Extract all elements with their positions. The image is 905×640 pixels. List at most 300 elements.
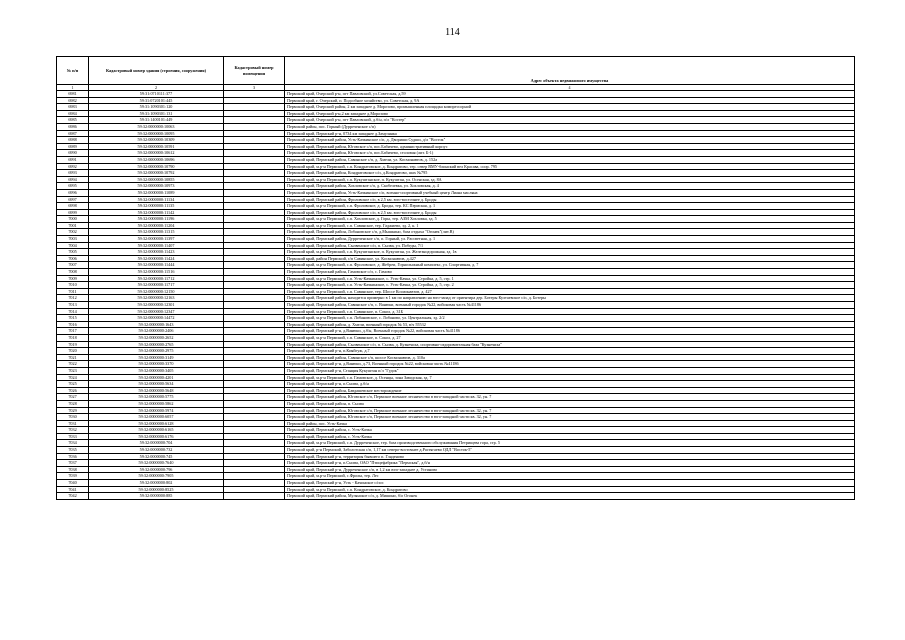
table-row [57,262,855,269]
column-index: 3 [224,85,285,91]
table-row [57,420,855,427]
property-address: Пермский край, Пермский район, Бавдашевское месторождение [285,387,855,394]
table-row [57,123,855,130]
table-row [57,222,855,229]
cadastral-building-number: 59:32:0000000:11444 [89,262,224,269]
header-num: № п/п [57,57,89,85]
cadastral-premises-number [224,486,285,493]
property-address: Пермский край, Пермский район, с. Усть-Качка [285,433,855,440]
cadastral-building-number: 59:32:0000000:745 [89,453,224,460]
property-address: Пермский край, Пермский район, д. Хмели, военный городок № 53, в/ч 55532 [285,321,855,328]
cadastral-premises-number [224,315,285,322]
property-address: Пермский край, м.р-н Пермский, с.п. Кондратовское, д. Кондратово, тер. север ВМУ-блинский вел Красава, соор. 795 [285,163,855,170]
row-number: 7027 [57,394,89,401]
cadastral-building-number: 59:32:0000000:11712 [89,275,224,282]
table-row [57,216,855,223]
cadastral-building-number: 59:32:0000000:11397 [89,236,224,243]
table-row [57,143,855,150]
row-number: 7033 [57,433,89,440]
table-row [57,308,855,315]
row-number: 7004 [57,242,89,249]
row-number: 7028 [57,400,89,407]
row-number: 7036 [57,453,89,460]
cadastral-building-number: 59:32:0000000:11196 [89,216,224,223]
cadastral-building-number: 59:32:0000000:11407 [89,242,224,249]
table-row [57,440,855,447]
cadastral-premises-number [224,110,285,117]
column-index: 4 [285,85,855,91]
table-row [57,110,855,117]
table-row [57,249,855,256]
cadastral-building-number: 59:32:0000000:2765 [89,341,224,348]
column-index: 2 [89,85,224,91]
row-number: 6992 [57,163,89,170]
property-address: Пермский край, м.р-н Пермский, с.п. Дурреченское, тер. база производственного обслуживания Петрищева гора, стр. 5 [285,440,855,447]
row-number: 6985 [57,117,89,124]
cadastral-premises-number [224,137,285,144]
cadastral-building-number: 59:32:0000000:6128 [89,420,224,427]
row-number: 6987 [57,130,89,137]
property-address: Пермский край, Пермский р-н, п.Сылва, ОАО "Птицефабрика "Пермская", д.б/н [285,460,855,467]
cadastral-premises-number [224,229,285,236]
cadastral-premises-number [224,255,285,262]
row-number: 7026 [57,387,89,394]
table-row [57,341,855,348]
table-row [57,183,855,190]
cadastral-premises-number [224,447,285,454]
table-row [57,374,855,381]
table-row [57,361,855,368]
row-number: 7035 [57,447,89,454]
cadastral-premises-number [224,143,285,150]
row-number: 7024 [57,374,89,381]
table-row [57,255,855,262]
table-row [57,394,855,401]
row-number: 6990 [57,150,89,157]
property-address: Пермский край, Пермский р-н, Усть - Качинское с/пос [285,480,855,487]
cadastral-building-number: 59:32:0000000:10095 [89,130,224,137]
cadastral-premises-number [224,209,285,216]
cadastral-building-number: 59:32:0000000:6057 [89,414,224,421]
cadastral-premises-number [224,433,285,440]
property-address: Пермский край, Очерский р-н, пгт Павловский, д.б/н, п/л "Костер" [285,117,855,124]
row-number: 7002 [57,229,89,236]
table-row [57,460,855,467]
row-number: 6981 [57,91,89,98]
table-row [57,170,855,177]
table-row [57,315,855,322]
row-number: 7025 [57,381,89,388]
cadastral-premises-number [224,262,285,269]
cadastral-building-number: 59:32:0000000:10696 [89,156,224,163]
row-number: 7031 [57,420,89,427]
cadastral-premises-number [224,308,285,315]
row-number: 7010 [57,282,89,289]
cadastral-premises-number [224,480,285,487]
header-cadastral-building: Кадастровый номер здания (строения, сооружения) [89,57,224,85]
row-number: 6982 [57,97,89,104]
cadastral-building-number: 59:32:0000000:5974 [89,407,224,414]
cadastral-premises-number [224,407,285,414]
table-row [57,427,855,434]
cadastral-building-number: 59:32:0000000:1643 [89,321,224,328]
cadastral-building-number: 59:31:1090301:120 [89,104,224,111]
cadastral-building-number: 59:31:1400101:449 [89,117,224,124]
table-row [57,130,855,137]
property-address: Пермский край, Пермский район, Сылвенское с/п, п. Сылва, д. Кузнечиха, спортивно-оздоровительная база "Кузнечиха" [285,341,855,348]
cadastral-building-number: 59:32:0000000:11142 [89,209,224,216]
table-row [57,189,855,196]
cadastral-premises-number [224,163,285,170]
cadastral-premises-number [224,302,285,309]
cadastral-premises-number [224,156,285,163]
table-row [57,236,855,243]
cadastral-building-number: 59:32:0000000:12163 [89,295,224,302]
cadastral-premises-number [224,130,285,137]
cadastral-premises-number [224,288,285,295]
cadastral-premises-number [224,414,285,421]
property-address: Пермский край, Пермский район, Юговское с/п, Пермское военное лесничество в юго-западной части кв. 32, ун. 7 [285,394,855,401]
row-number: 6995 [57,183,89,190]
property-address: Пермский край, Пермский р-н, 0734 км западнее д.Замулянка [285,130,855,137]
row-number: 7021 [57,354,89,361]
table-row [57,321,855,328]
property-address: Пермский край, Пермский район, Хохловское с/п, д. Скобелевка, ул. Хохловская, д. 4 [285,183,855,190]
table-row [57,328,855,335]
property-address: Пермский край, м.р-н Пермский, с.п. Савинское, п. Сокол, д. 27 [285,334,855,341]
cadastral-premises-number [224,466,285,473]
row-number: 7022 [57,361,89,368]
cadastral-building-number: 59:32:0000000:10855 [89,176,224,183]
row-number: 6994 [57,176,89,183]
cadastral-premises-number [224,381,285,388]
table-row [57,117,855,124]
property-address: Пермский край, м.р-н Пермский, с.Фролы, тер. Лес [285,473,855,480]
property-address: Пермский край, Пермский р-н, п.Кияйгуж, д.7 [285,348,855,355]
cadastral-building-number: 59:32:0000000:10612 [89,150,224,157]
cadastral-premises-number [224,117,285,124]
property-address: Пермский край, м.р-н Пермский, с.п. Кукуштанское, п. Кукуштан, ул. Железнодорожная, зд. 1в [285,249,855,256]
property-address: Пермский край, район Пермский, с/п Савинское, ул. Космонавтов, д.427 [285,255,855,262]
cadastral-premises-number [224,341,285,348]
cadastral-building-number: 59:32:0000000:5862 [89,400,224,407]
table-row [57,156,855,163]
property-address: Пермский край, Пермский район, Дурреченское с/п, п. Горный, ул. Рассветная, д. 1 [285,236,855,243]
property-address: Пермский район, пос. Горный (Дурреченское с/п) [285,123,855,130]
cadastral-building-number: 59:32:0000000:11315 [89,229,224,236]
cadastral-building-number: 59:32:0000000:12301 [89,302,224,309]
row-number: 7009 [57,275,89,282]
property-address: Пермский край, м.р-н Пермский, с.п. Савинское, тер. Шоссе Космонавтов, д. 427 [285,288,855,295]
cadastral-premises-number [224,176,285,183]
property-address: Пермский край, Очерский район, 2 км западнее д. Морозово, промышленная площадка компрессорной [285,104,855,111]
row-number: 7018 [57,334,89,341]
property-address: Пермский край, м.р-н Пермский, с.п. Усть-Качкинское, с. Усть-Качка, ул. Стройка, д. 5, стр. 2 [285,282,855,289]
cadastral-building-number: 59:31:0720101:445 [89,97,224,104]
cadastral-building-number: 59:32:0000000:4201 [89,374,224,381]
table-row [57,466,855,473]
row-number: 7029 [57,407,89,414]
cadastral-premises-number [224,367,285,374]
cadastral-building-number: 59:32:0000000:10790 [89,163,224,170]
table-row [57,275,855,282]
table-row [57,196,855,203]
cadastral-premises-number [224,361,285,368]
cadastral-building-number: 59:32:0000000:12347 [89,308,224,315]
row-number: 7030 [57,414,89,421]
cadastral-premises-number [224,196,285,203]
cadastral-building-number: 59:32:0000000:11089 [89,189,224,196]
cadastral-premises-number [224,400,285,407]
cadastral-building-number: 59:32:0000000:10973 [89,183,224,190]
cadastral-premises-number [224,275,285,282]
cadastral-building-number: 59:32:0000000:11135 [89,203,224,210]
cadastral-premises-number [224,440,285,447]
row-number: 7038 [57,466,89,473]
table-row [57,400,855,407]
cadastral-premises-number [224,242,285,249]
page-number: 114 [445,27,460,38]
cadastral-premises-number [224,104,285,111]
row-number: 7011 [57,288,89,295]
table-row [57,209,855,216]
table-row [57,163,855,170]
row-number: 6983 [57,104,89,111]
cadastral-premises-number [224,269,285,276]
row-number: 6988 [57,137,89,144]
property-address: Пермский край, Пермский район, Гамовское с/п, с. Гамово [285,269,855,276]
cadastral-premises-number [224,249,285,256]
cadastral-premises-number [224,387,285,394]
cadastral-premises-number [224,334,285,341]
cadastral-building-number: 59:32:0000000:5634 [89,381,224,388]
property-address: Пермский край, р-н Пермский, Заболотская с/п, 1,17 км северо-восточнее д.Растягаево ОДЛ "Восток-5" [285,447,855,454]
table-row [57,203,855,210]
property-address: Пермский край, Пермский район, Кондратовское с/п, д.Кондратово, шах №795 [285,170,855,177]
property-address: Пермский край, Пермский район, Юговское с/п, Пермское военное лесничество в юго-западной части кв. 32, ун. 7 [285,414,855,421]
property-address: Пермский край, м.р-н Пермский, с.п. Хохловское, д. Горы, тер. АЗМ Хохловка, зд. 5 [285,216,855,223]
cadastral-premises-number [224,150,285,157]
cadastral-premises-number [224,394,285,401]
row-number: 7001 [57,222,89,229]
row-number: 6991 [57,156,89,163]
table-row [57,269,855,276]
cadastral-building-number: 59:32:0000000:2975 [89,348,224,355]
table-row [57,493,855,500]
cadastral-building-number: 59:32:0000000:3405 [89,367,224,374]
row-number: 7006 [57,255,89,262]
cadastral-building-number: 59:32:0000000:6176 [89,433,224,440]
property-address: Пермский край, м.р-н Пермский, с.п. Усть-Качкинское, с. Усть-Качка, ул. Стройка, д. 5, стр. 1 [285,275,855,282]
property-address: Пермский край, м.р-н Пермский, с.п. Савинское, п. Сокол, д. 31Б [285,308,855,315]
cadastral-premises-number [224,453,285,460]
cadastral-premises-number [224,473,285,480]
cadastral-building-number: 59:32:0000000:8525 [89,486,224,493]
table-header-row [57,57,855,85]
table-row [57,367,855,374]
table-row [57,295,855,302]
property-address: Пермский край, Очерский р-н, пгт Павловский, ул.Советская, д.59 [285,91,855,98]
row-number: 6993 [57,170,89,177]
row-number: 7019 [57,341,89,348]
cadastral-premises-number [224,295,285,302]
table-row [57,176,855,183]
table-row [57,381,855,388]
property-address: Пермский край, Пермский район, Савинское с/п, с. Ванюки, военный городок №22, войсковая часть №41186 [285,302,855,309]
property-address: Пермский край, м.р-н Пермский, с.п. Кукуштанское, п. Кукуштан, ул. Осенская, зд. 8А [285,176,855,183]
cadastral-building-number: 59:32:0000000:6165 [89,427,224,434]
cadastral-premises-number [224,97,285,104]
cadastral-premises-number [224,493,285,500]
table-row [57,302,855,309]
property-address: Пермский край, Пермский район, Савинское с/п, шоссе Космонавтов, д. 310а [285,354,855,361]
row-number: 7008 [57,269,89,276]
cadastral-building-number: 59:32:0000000:10309 [89,137,224,144]
row-number: 6989 [57,143,89,150]
table-row [57,288,855,295]
property-address: Пермский край, м.р-н Пермский, с.п. Фроловское, д. Жебреи, Горнолыжный комплекс, ул. Спортивная, д. 7 [285,262,855,269]
cadastral-premises-number [224,203,285,210]
property-address: Пермский край, м.р-н Пермский, с.п. Кондратовское, д. Кондратово [285,486,855,493]
table-row [57,104,855,111]
table-row [57,97,855,104]
table-row [57,348,855,355]
cadastral-building-number: 59:32:0000000:3149 [89,354,224,361]
cadastral-building-number: 59:32:0000000:10063 [89,123,224,130]
table-row [57,150,855,157]
property-address: Пермский край, Пермский район, Фроловское с/п, в 2,5 км. юго-восточнее д. Броды [285,209,855,216]
cadastral-building-number: 59:32:0000000:11134 [89,196,224,203]
cadastral-building-number: 59:32:0000000:2652 [89,334,224,341]
row-number: 6986 [57,123,89,130]
property-address: Пермский край, Пермский р-н, д.Ванюки, д.73, Военный городок №22, войсковая часть №41186 [285,361,855,368]
cadastral-building-number: 59:32:0000000:5648 [89,387,224,394]
row-number: 7005 [57,249,89,256]
cadastral-building-number: 59:32:0000000:10591 [89,143,224,150]
table-row [57,137,855,144]
cadastral-premises-number [224,354,285,361]
cadastral-premises-number [224,460,285,467]
cadastral-building-number: 59:32:0000000:12150 [89,288,224,295]
cadastral-premises-number [224,170,285,177]
cadastral-premises-number [224,189,285,196]
property-address: Пермский край, Пермский район, находится примерно в 1 км по направлению на юго-запад от ориентира дер. Ботеры Култаевское с/п, д. Ботеры [285,295,855,302]
cadastral-building-number: 59:32:0000000:704 [89,440,224,447]
cadastral-building-number: 59:32:0000000:11204 [89,222,224,229]
table-row [57,414,855,421]
cadastral-premises-number [224,183,285,190]
cadastral-building-number: 59:31:0710111:377 [89,91,224,98]
property-address: Пермский край, Пермский район, Савинское с/п, д. Хмели, ул. Космонавтов, д. 152а [285,156,855,163]
cadastral-premises-number [224,236,285,243]
row-number: 6998 [57,203,89,210]
row-number: 7042 [57,493,89,500]
property-address: Пермский край, Пермский район, Юговское с/п, пос.Бабичево, столовая (лит. Б-1) [285,150,855,157]
property-address: Пермский край, Пермский р-н, территория бывшего п. Гляденово [285,453,855,460]
property-address: Пермский край, Пермский район, Сылвенское с/п, п. Сылва, ул. Победы, 7/1 [285,242,855,249]
cadastral-building-number: 59:32:0000000:802 [89,480,224,487]
property-address: Пермский край, Пермский р-н, д.Ванюки, д.б/н, Военный городок №22, войсковая часть №41186 [285,328,855,335]
table-row [57,453,855,460]
property-address: Пермский край, м.р-н Пермский, с.п. Лобановское, с. Лобаново, ул. Центральная, зд. 2/2 [285,315,855,322]
property-address: Пермский край, Пермский р-н, Дурреченское с/п, в 1,2 км юго-западнее д. Устиново [285,466,855,473]
table-row [57,354,855,361]
row-number: 7040 [57,480,89,487]
cadastral-premises-number [224,321,285,328]
table-row [57,242,855,249]
row-number: 6999 [57,209,89,216]
cadastral-premises-number [224,427,285,434]
row-number: 7016 [57,321,89,328]
row-number: 7041 [57,486,89,493]
table-row [57,387,855,394]
cadastral-premises-number [224,123,285,130]
row-number: 7003 [57,236,89,243]
row-number: 6984 [57,110,89,117]
row-number: 7013 [57,302,89,309]
property-address: Пермский район, пос. Усть-Качка [285,420,855,427]
property-address: Пермский край, г. Очерский, п. Подсобное хозяйство, ул. Советская, д. 9А [285,97,855,104]
property-address: Пермский край, м.р-н Пермский, с.п. Гамовское, д. Осенцы, зона Заводская, зд. 7 [285,374,855,381]
cadastral-building-number: 59:32:0000000:10792 [89,170,224,177]
row-number: 7039 [57,473,89,480]
cadastral-premises-number [224,91,285,98]
property-address: Пермский край, Пермский район, Усть-Качкинское с/п, д. Двориши Судши, д/л "Восток" [285,137,855,144]
cadastral-building-number: 59:32:0000000:14472 [89,315,224,322]
cadastral-building-number: 59:32:0000000:3370 [89,361,224,368]
table-body [57,91,855,500]
cadastral-building-number: 59:32:0000000:7640 [89,460,224,467]
property-address: Пермский край, Пермский район, Лобановское с/п, д.Мышкино, база отдыха "Огонек"(лит.В) [285,229,855,236]
property-address: Пермский край, м.р-н Пермский, с.п. Фроловское, д. Броды, тер. КС Пермская, д. 1 [285,203,855,210]
property-address: Пермский край, Пермский район, Мулянское с/п, д. Мишино, б/о Огонек [285,493,855,500]
table-row [57,282,855,289]
cadastral-building-number: 59:32:0000000:11424 [89,255,224,262]
cadastral-building-number: 59:32:0000000:11516 [89,269,224,276]
row-number: 7014 [57,308,89,315]
cadastral-building-number: 59:32:0000000:11423 [89,249,224,256]
cadastral-building-number: 59:32:0000000:11717 [89,282,224,289]
property-address: Пермский край, Пермский район, Фроловское с/п, в 2,5 км. юго-восточнее д. Броды [285,196,855,203]
row-number: 6996 [57,189,89,196]
cadastral-premises-number [224,420,285,427]
cadastral-building-number: 59:32:0000000:7905 [89,473,224,480]
row-number: 7023 [57,367,89,374]
property-address: Пермский край, Пермский район, п. Сылва [285,400,855,407]
row-number: 7020 [57,348,89,355]
table-row [57,407,855,414]
row-number: 7000 [57,216,89,223]
table-row [57,473,855,480]
property-address: Пермский край, Пермский район, Юговское с/п, пос.Бабичево, административный корпус [285,143,855,150]
cadastral-building-number: 59:32:0000000:885 [89,493,224,500]
row-number: 7017 [57,328,89,335]
cadastral-premises-number [224,328,285,335]
property-address: Пермский край, м.р-н Пермский, с.п. Савинское, тер. Гаджиево, зд. 2, к. 1 [285,222,855,229]
property-address: Пермский край, Пермский р-н, п.Сылва, д.б/н [285,381,855,388]
table-row [57,334,855,341]
cadastral-premises-number [224,374,285,381]
cadastral-building-number: 59:32:0000000:5775 [89,394,224,401]
property-registry-table [56,56,855,500]
table-row [57,433,855,440]
row-number: 7032 [57,427,89,434]
property-address: Пермский край, Очерский р-н,2 км западнее д.Морозово [285,110,855,117]
property-address: Пермский край, Пермский р-н, Станция Кукуштан п/л "Гудок" [285,367,855,374]
table-row [57,480,855,487]
property-address: Пермский край, Пермский район, с. Усть-Качка [285,427,855,434]
cadastral-building-number: 59:31:1090301:131 [89,110,224,117]
